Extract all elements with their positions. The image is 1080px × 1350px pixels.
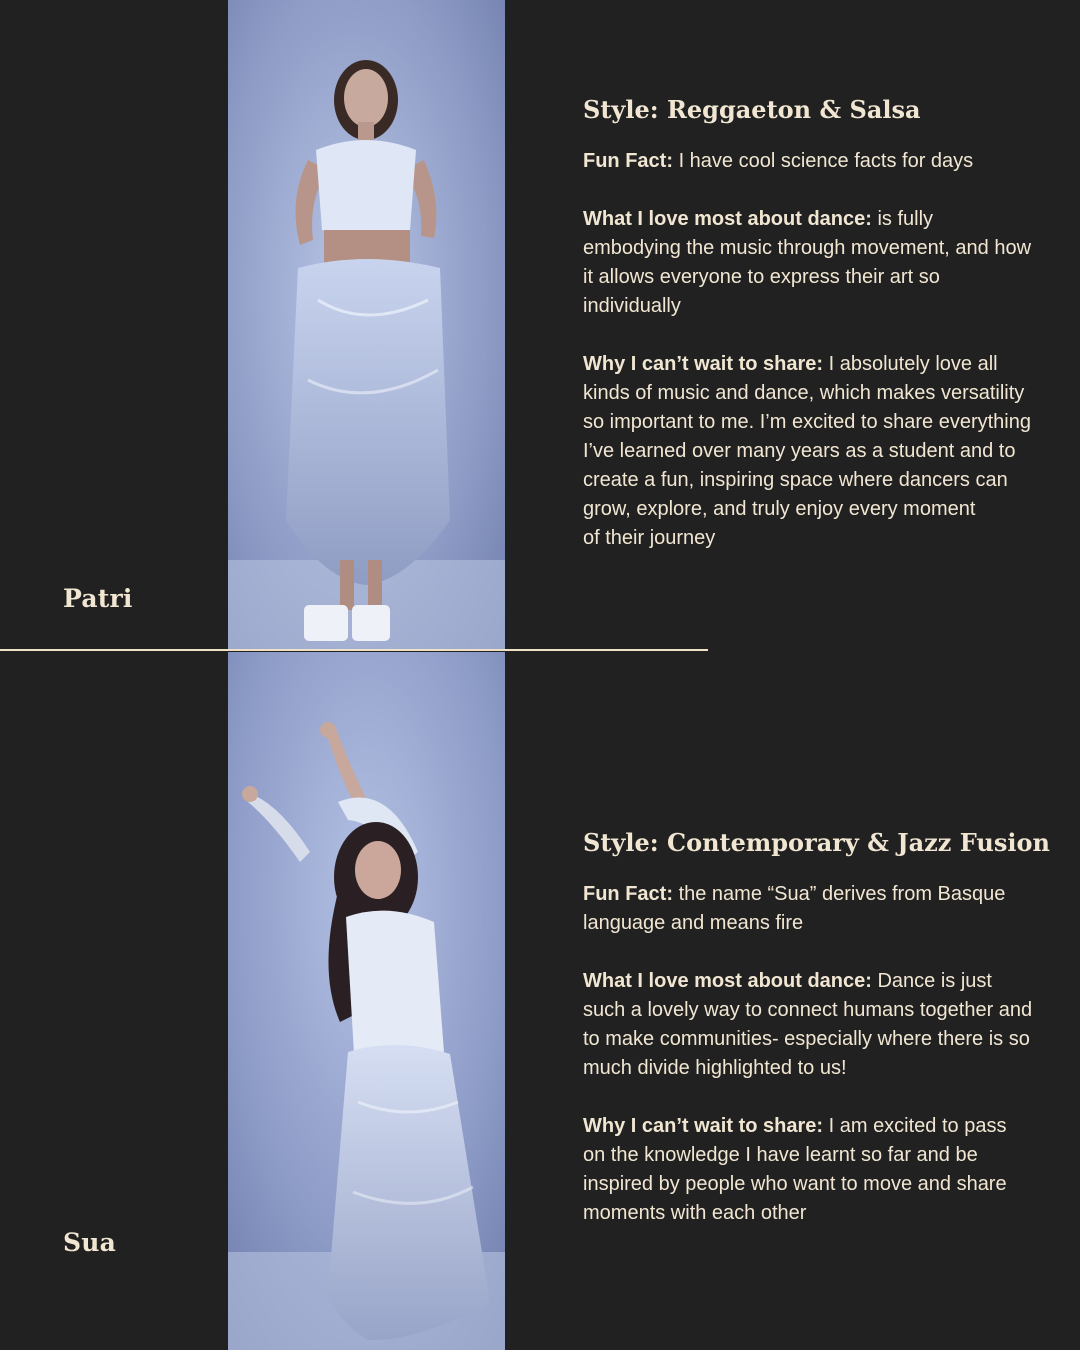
fun-fact-text: I have cool science facts for days [678, 150, 974, 172]
why-share [583, 350, 1033, 553]
dancer-bio [583, 826, 1050, 1257]
why-share [583, 1112, 1033, 1228]
love-label: What I love most about dance: [583, 208, 872, 230]
share-text-end: of their journey [583, 527, 716, 549]
fun-fact-label: Fun Fact: [583, 883, 673, 905]
share-label: Why I can’t wait to share: [583, 353, 824, 375]
profile-sua [0, 652, 1080, 1350]
style-heading: Style: Contemporary & Jazz Fusion [583, 828, 1050, 857]
love-about-dance [583, 205, 1033, 321]
love-text: Dance is just such a lovely way to connect humans together and to make communities- especially where there is so much divide highlighted to us! [583, 970, 1033, 1079]
dancer-photo-sua [228, 652, 505, 1350]
photo-illustration [228, 652, 505, 1350]
love-text: is fully embodying the music through movement, and how it allows everyone to express their art so individually [583, 208, 1032, 317]
share-label: Why I can’t wait to share: [583, 1115, 824, 1137]
fun-fact-label: Fun Fact: [583, 150, 673, 172]
section-divider [0, 649, 708, 651]
fun-fact-text: the name “Sua” derives from Basque language and means fire [583, 883, 1006, 934]
dancer-name: Patri [63, 584, 133, 613]
share-text: I absolutely love all kinds of music and dance, which makes versatility so important to me. I’m excited to share everything I’ve learned over many years as a student and to create a fun, inspiring space where dancers can grow, explore, and truly enjoy every moment [583, 353, 1031, 520]
love-about-dance [583, 967, 1033, 1083]
love-label: What I love most about dance: [583, 970, 872, 992]
fun-fact [583, 880, 1033, 938]
fun-fact [583, 147, 1033, 176]
dancer-photo-patri [228, 0, 505, 651]
dancer-name: Sua [63, 1228, 117, 1257]
profile-patri [0, 0, 1080, 651]
style-heading: Style: Reggaeton & Salsa [583, 95, 921, 124]
dancer-bio [583, 93, 1033, 582]
share-text: I am excited to pass on the knowledge I have learnt so far and be inspired by people who want to move and share moments with each other [583, 1115, 1007, 1224]
photo-illustration [228, 0, 505, 651]
